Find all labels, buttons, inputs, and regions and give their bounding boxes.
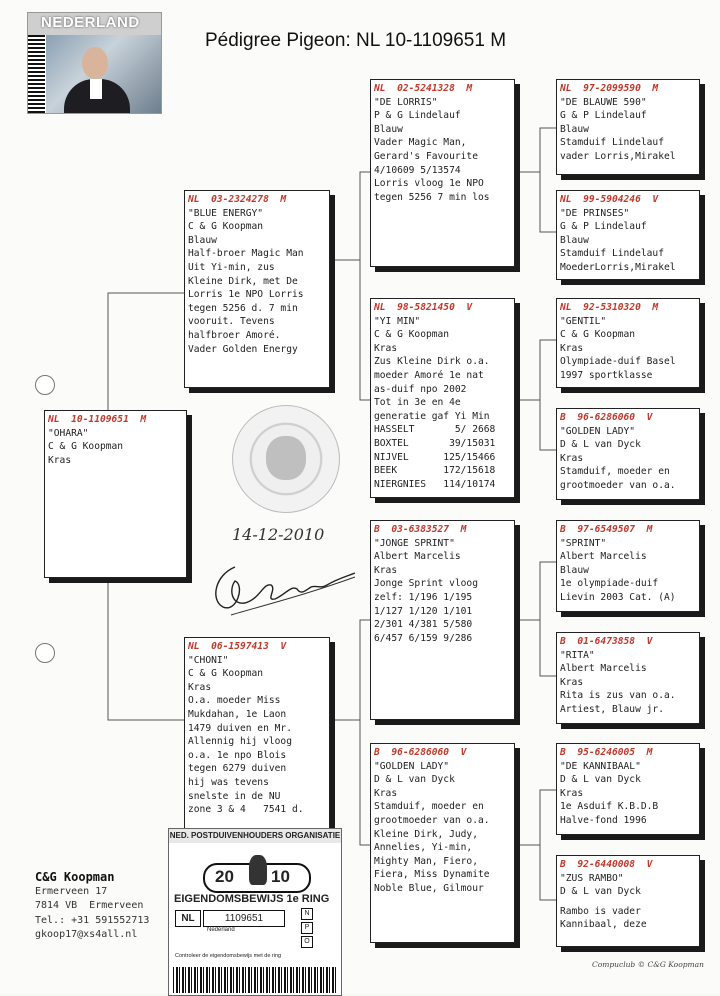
ring-number: NL 06-1597413 V: [188, 641, 287, 652]
pigeon-owner: D & L van Dyck: [560, 774, 641, 786]
lion-emblem-icon: [249, 855, 267, 885]
pigeon-owner: D & L van Dyck: [560, 886, 641, 898]
pigeon-card-great-grandparent-6: [556, 632, 700, 724]
connector-subject-dam: [108, 578, 184, 720]
certificate-org: NED. POSTDUIVENHOUDERS ORGANISATIE: [169, 829, 341, 843]
pigeon-description: Olympiade-duif Basel 1997 sportklasse: [560, 356, 676, 381]
company-name: C&G Koopman: [35, 870, 115, 884]
certificate-ring-number: 1109651: [203, 910, 285, 927]
pigeon-owner: Albert Marcelis: [560, 551, 647, 563]
pigeon-card-grandparent-1: [370, 79, 515, 267]
pigeon-description: Stamduif Lindelauf vader Lorris,Mirakel: [560, 137, 676, 162]
pigeon-color: Kras: [560, 342, 584, 354]
certificate-country: NL: [175, 910, 201, 927]
pigeon-name: "DE PRINSES": [560, 207, 630, 219]
pigeon-owner: Albert Marcelis: [560, 663, 647, 675]
owner-address: [35, 870, 149, 943]
pigeon-owner: Albert Marcelis: [374, 551, 461, 563]
pigeon-card-great-grandparent-4: [556, 408, 700, 500]
pigeon-color: Blauw: [188, 234, 217, 246]
pigeon-name: "DE KANNIBAAL": [560, 760, 641, 772]
pigeon-description: Zus Kleine Dirk o.a. moeder Amoré 1e nat as-duif npo 2002 Tot in 3e en 4e generatie gaf Yi Min HASSELT 5/ 2668 BOXTEL 39/15031 NIJVEL 125/15466 BEEK 172/15618 NIERGNIES 114/10174: [374, 356, 496, 490]
certificate-year: [203, 863, 311, 893]
pigeon-color: Kras: [48, 454, 72, 466]
ring-number: NL 99-5904246 V: [560, 194, 659, 205]
pigeon-name: "SPRINT": [560, 537, 607, 549]
signature-date: 14-12-2010: [232, 525, 325, 544]
pigeon-name: "JONGE SPRINT": [374, 537, 455, 549]
pigeon-description: 1e Asduif K.B.D.B Halve-fond 1996: [560, 801, 659, 826]
pigeon-owner: D & L van Dyck: [374, 774, 455, 786]
pigeon-color: Kras: [188, 681, 212, 693]
pigeon-name: "GOLDEN LADY": [560, 425, 636, 437]
pigeon-name: "DE LORRIS": [374, 96, 438, 108]
pigeon-card-sire: [184, 190, 330, 388]
connector-gp1-ggd: [540, 172, 556, 232]
ring-number: B 96-6286060 V: [374, 747, 467, 758]
page-title: Pédigree Pigeon: NL 10-1109651 M: [205, 30, 507, 51]
pigeon-owner: C & G Koopman: [188, 668, 264, 680]
connector-subject-sire: [108, 293, 184, 410]
pigeon-owner: G & P Lindelauf: [560, 221, 647, 233]
certificate-year-left: 20: [215, 867, 234, 886]
pigeon-color: Kras: [374, 787, 398, 799]
pigeon-name: "GOLDEN LADY": [374, 760, 450, 772]
certificate-barcode: [173, 967, 337, 993]
pigeon-owner: G & P Lindelauf: [560, 110, 647, 122]
pigeon-card-great-grandparent-1: [556, 79, 700, 175]
handwritten-signature-icon: [205, 555, 365, 625]
connector-gp3-ggs: [515, 562, 556, 620]
ring-number: NL 92-5310320 M: [560, 302, 659, 313]
pigeon-card-great-grandparent-8: [556, 855, 700, 947]
pigeon-card-great-grandparent-7: [556, 743, 700, 835]
connector-sire-gd: [360, 260, 370, 400]
pigeon-owner: D & L van Dyck: [560, 439, 641, 451]
pigeon-description: 1e olympiade-duif Lievin 2003 Cat. (A): [560, 578, 676, 603]
certificate-country-label: Nederland: [207, 927, 235, 933]
pigeon-card-grandparent-2: [370, 298, 515, 498]
pigeon-description: Half-broer Magic Man Uit Yi-min, zus Kleine Dirk, met De Lorris 1e NPO Lorris tegen 5256 d. 7 min vooruit. Tevens halfbroer Amoré. Vader Golden Energy: [188, 248, 304, 355]
pigeon-name: "BLUE ENERGY": [188, 207, 264, 219]
ring-number: B 03-6383527 M: [374, 524, 467, 535]
pigeon-name: "DE BLAUWE 590": [560, 96, 647, 108]
pigeon-name: "GENTIL": [560, 315, 607, 327]
binder-hole-icon: [35, 375, 55, 395]
pigeon-color: Kras: [560, 787, 584, 799]
connector-gp2-ggd: [540, 400, 556, 450]
pigeon-name: "OHARA": [48, 427, 89, 439]
hologram-seal-icon: [232, 405, 340, 513]
pigeon-name: "RITA": [560, 649, 595, 661]
certificate-heading: EIGENDOMSBEWIJS 1e RING: [174, 893, 330, 905]
pigeon-card-dam: [184, 637, 330, 829]
certificate-checkboxes: [301, 908, 327, 952]
ownership-certificate: [168, 828, 342, 996]
pigeon-color: Kras: [560, 452, 584, 464]
page-footer: Compuclub © C&G Koopman: [592, 960, 704, 969]
pigeon-card-great-grandparent-2: [556, 190, 700, 280]
pigeon-owner: P & G Lindelauf: [374, 110, 461, 122]
address-city: 7814 VB Ermerveen: [35, 900, 144, 911]
pigeon-card-grandparent-4: [370, 743, 515, 943]
connector-dam-gs: [330, 620, 370, 720]
stamp-country: NEDERLAND: [41, 14, 140, 31]
pigeon-card-subject: [44, 410, 187, 578]
ring-number: NL 02-5241328 M: [374, 83, 473, 94]
connector-sire-gs: [330, 172, 370, 260]
pigeon-description: O.a. moeder Miss Mukdahan, 1e Laon 1479 duiven en Mr. Allennig hij vloog o.a. 1e npo Blois tegen 6279 duiven hij was tevens snelste in de NU zone 3 & 4 7541 d.: [188, 695, 304, 816]
pigeon-description: Rambo is vader Kannibaal, deze: [560, 905, 647, 931]
checkbox-p: P: [301, 922, 313, 934]
address-email: gkoop17@xs4all.nl: [35, 929, 138, 940]
pigeon-name: "CHONI": [188, 654, 229, 666]
checkbox-o: O: [301, 936, 313, 948]
certificate-footer: Controleer de eigendomsbewijs met de ring: [175, 953, 282, 959]
pigeon-color: Blauw: [560, 564, 589, 576]
connector-gp1-ggs: [515, 128, 556, 172]
ring-number: NL 98-5821450 V: [374, 302, 473, 313]
pigeon-description: Stamduif, moeder en grootmoeder van o.a.: [560, 466, 676, 491]
pigeon-description: Rita is zus van o.a. Artiest, Blauw jr.: [560, 690, 676, 715]
pigeon-color: Blauw: [560, 123, 589, 135]
pigeon-owner: C & G Koopman: [374, 329, 450, 341]
pigeon-name: "YI MIN": [374, 315, 421, 327]
connector-gp4-ggd: [540, 845, 556, 900]
pigeon-card-grandparent-3: [370, 520, 515, 720]
ring-number: B 95-6246005 M: [560, 747, 653, 758]
pigeon-owner: C & G Koopman: [48, 441, 124, 453]
address-street: Ermerveen 17: [35, 885, 108, 897]
ring-number: B 97-6549507 M: [560, 524, 653, 535]
pigeon-card-great-grandparent-5: [556, 520, 700, 612]
pigeon-color: Kras: [374, 342, 398, 354]
connector-gp3-ggd: [540, 620, 556, 676]
pigeon-owner: C & G Koopman: [560, 329, 636, 341]
ring-number: NL 03-2324278 M: [188, 194, 287, 205]
pigeon-color: Kras: [560, 676, 584, 688]
binder-hole-icon: [35, 643, 55, 663]
pigeon-card-great-grandparent-3: [556, 298, 700, 388]
connector-gp4-ggs: [515, 790, 556, 845]
seal-emblem: [266, 436, 306, 480]
certificate-year-right: 10: [271, 867, 290, 886]
pigeon-description: Vader Magic Man, Gerard's Favourite 4/10609 5/13574 Lorris vloog 1e NPO tegen 5256 7 min los: [374, 137, 490, 203]
ring-number: NL 97-2099590 M: [560, 83, 659, 94]
connector-dam-gd: [360, 720, 370, 845]
address-phone: Tel.: +31 591552713: [35, 914, 150, 926]
pigeon-description: Stamduif Lindelauf MoederLorris,Mirakel: [560, 248, 676, 273]
pigeon-description: Stamduif, moeder en grootmoeder van o.a. Kleine Dirk, Judy, Annelies, Yi-min, Mighty Man, Fiero, Fiera, Miss Dynamite Noble Blue, Gilmour: [374, 801, 490, 894]
pigeon-color: Kras: [374, 564, 398, 576]
pigeon-color: Blauw: [374, 123, 403, 135]
ring-number: B 92-6440008 V: [560, 859, 653, 870]
pigeon-description: Jonge Sprint vloog zelf: 1/196 1/195 1/127 1/120 1/101 2/301 4/381 5/580 6/457 6/159 9/286: [374, 578, 478, 644]
connector-gp2-ggs: [515, 340, 556, 400]
checkbox-n: N: [301, 908, 313, 920]
ring-number: B 01-6473858 V: [560, 636, 653, 647]
pigeon-color: Blauw: [560, 234, 589, 246]
pigeon-owner: C & G Koopman: [188, 221, 264, 233]
ring-number: B 96-6286060 V: [560, 412, 653, 423]
ring-number: NL 10-1109651 M: [48, 414, 147, 425]
pigeon-name: "ZUS RAMBO": [560, 872, 624, 884]
